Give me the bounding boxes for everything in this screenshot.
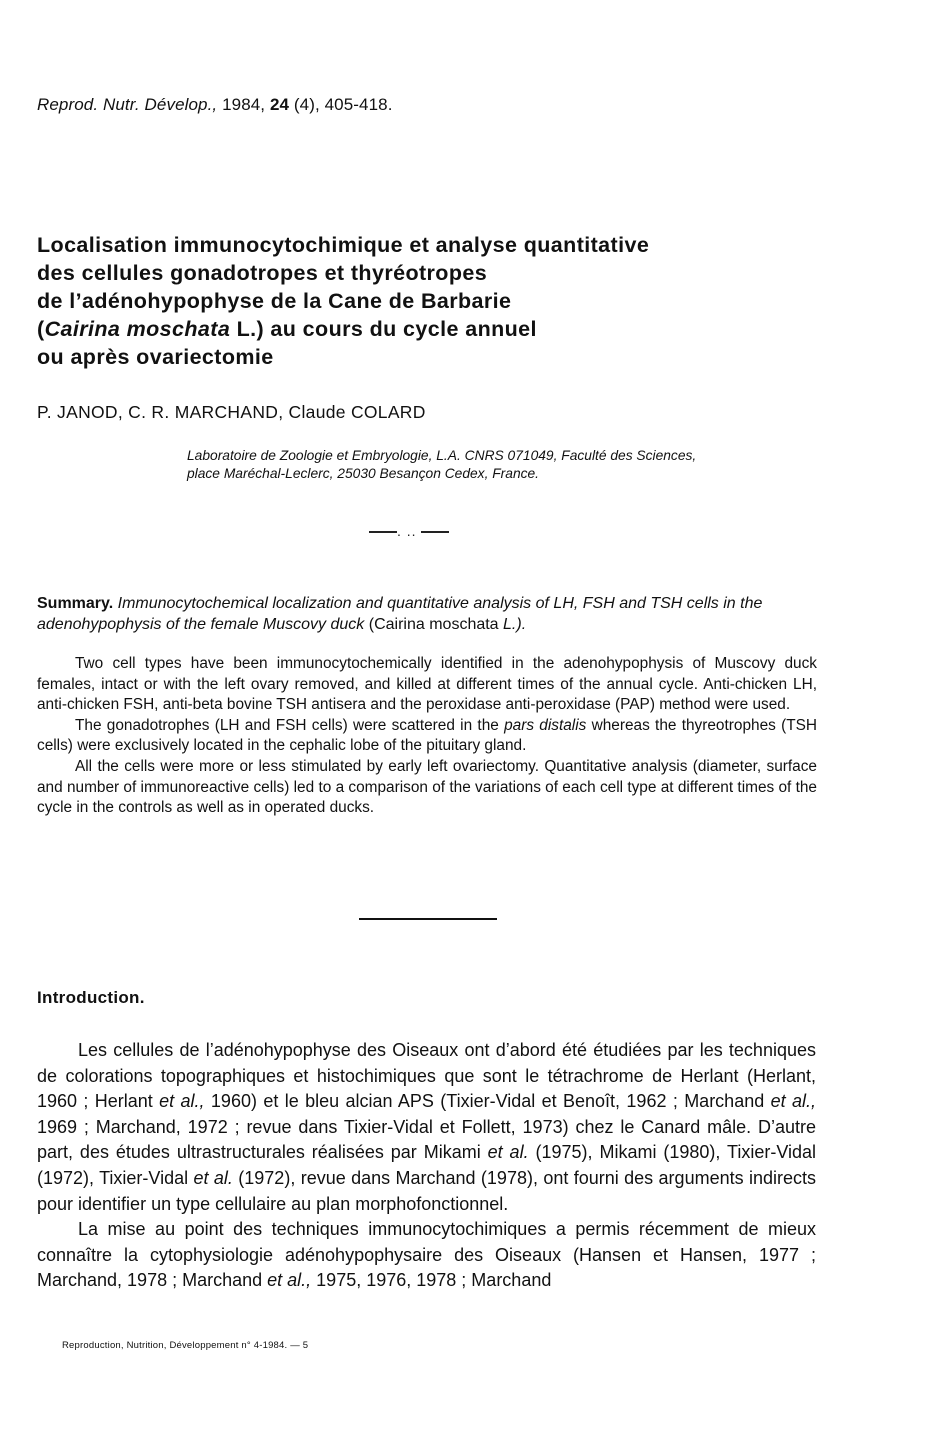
intro-paragraph [37, 1217, 816, 1294]
title-line: Localisation immunocytochimique et analyse quantitative [37, 233, 650, 257]
text-run: (1975), Mikami (1980), Tixier-Vidal (1972), Tixier-Vidal [37, 1142, 817, 1188]
abstract-paragraph: Two cell types have been immunocytochemically identified in the adenohypophysis of Muscovy duck females, intact or with the left ovary removed, and killed at different times of the annual cycle. Anti-chicken LH, anti-chicken FSH, anti-beta bovine TSH antisera and the peroxidase anti-peroxidase (PAP) method were used. [37, 655, 817, 714]
ornament-dash [421, 531, 449, 533]
citation-volume: 24 [269, 95, 290, 114]
title-paren: ( [37, 317, 45, 341]
affiliation-line: Laboratoire de Zoologie et Embryologie, L.A. CNRS 071049, Faculté des Sciences, [187, 448, 697, 463]
affiliation-line: place Maréchal-Leclerc, 25030 Besançon Cedex, France. [187, 466, 540, 481]
text-run: whereas the thyreotrophes (TSH cells) were exclusively located in the cephalic lobe of the pituitary gland. [37, 716, 817, 755]
citation-issue-pages: (4), 405-418. [289, 95, 393, 114]
et-al: et al., [770, 1091, 816, 1112]
authors: P. JANOD, C. R. MARCHAND, Claude COLARD [37, 402, 426, 422]
text-run: La mise au point des techniques immunocytochimiques a permis récemment de mieux connaître la cytophysiologie adénohypophysaire des Oiseaux (Hansen et Hansen, 1977 ; Marchand, 1978 ; Marchand [37, 1219, 816, 1291]
text-run: (1972), revue dans Marchand (1978), ont fourni des arguments indirects pour identifier un type cellulaire au plan morphofonctionnel. [37, 1167, 816, 1214]
section-ornament [369, 523, 449, 539]
section-divider [359, 918, 497, 920]
text-run: 1969 ; Marchand, 1972 ; revue dans Tixier-Vidal et Follett, 1973) chez le Canard mâle. D’autre part, des études ultrastructurales réalisées par Mikami [37, 1116, 816, 1163]
title-line-rest: L.) au cours du cycle annuel [230, 317, 537, 341]
journal-name: Reprod. Nutr. Dévelop., [37, 95, 218, 114]
title-line [37, 315, 837, 343]
et-al: et al. [487, 1142, 529, 1163]
italic-term: pars distalis [504, 716, 587, 734]
et-al: et al., [159, 1091, 205, 1112]
ornament-dots: . .. [397, 523, 417, 539]
summary-title: Immunocytochemical localization and quantitative analysis of LH, FSH and TSH cells in the adenohypophysis of the female Muscovy duck [37, 595, 763, 633]
affiliation [187, 447, 696, 483]
title-species: Cairina moschata [44, 317, 231, 341]
text-run: 1975, 1976, 1978 ; Marchand [311, 1270, 552, 1291]
et-al: et al. [193, 1167, 233, 1188]
title-line: des cellules gonadotropes et thyréotropes [37, 261, 488, 285]
text-run: Les cellules de l’adénohypophyse des Oiseaux ont d’abord été étudiées par les techniques de colorations topographiques et histochimiques que sont le tétrachrome de Herlant (Herlant, 1960 ; Herlant [37, 1040, 816, 1112]
summary-species: (Cairina moschata [368, 616, 504, 633]
introduction-body [37, 1038, 816, 1294]
title-line: de l’adénohypophyse de la Cane de Barbarie [37, 289, 512, 313]
article-title [37, 231, 837, 371]
text-run: The gonadotrophes (LH and FSH cells) were scattered in the [75, 716, 505, 734]
text-run: 1960) et le bleu alcian APS (Tixier-Vidal et Benoît, 1962 ; Marchand [204, 1091, 771, 1112]
summary-species-end: L.). [503, 616, 527, 633]
journal-citation [37, 95, 393, 115]
introduction-heading: Introduction. [37, 988, 145, 1007]
abstract-paragraph [37, 716, 817, 757]
citation-year: 1984, [217, 95, 270, 114]
page-footer: Reproduction, Nutrition, Développement n° 4-1984. — 5 [62, 1340, 309, 1351]
summary-label: Summary. [37, 595, 114, 612]
summary-heading [37, 593, 822, 635]
abstract [37, 654, 817, 819]
et-al: et al., [267, 1270, 312, 1291]
ornament-dash [369, 531, 397, 533]
intro-paragraph [37, 1038, 816, 1217]
title-line: ou après ovariectomie [37, 345, 274, 369]
abstract-paragraph: All the cells were more or less stimulated by early left ovariectomy. Quantitative analysis (diameter, surface and number of immunoreactive cells) led to a comparison of the variations of each cell type at different times of the cycle in the controls as well as in operated ducks. [37, 757, 817, 817]
